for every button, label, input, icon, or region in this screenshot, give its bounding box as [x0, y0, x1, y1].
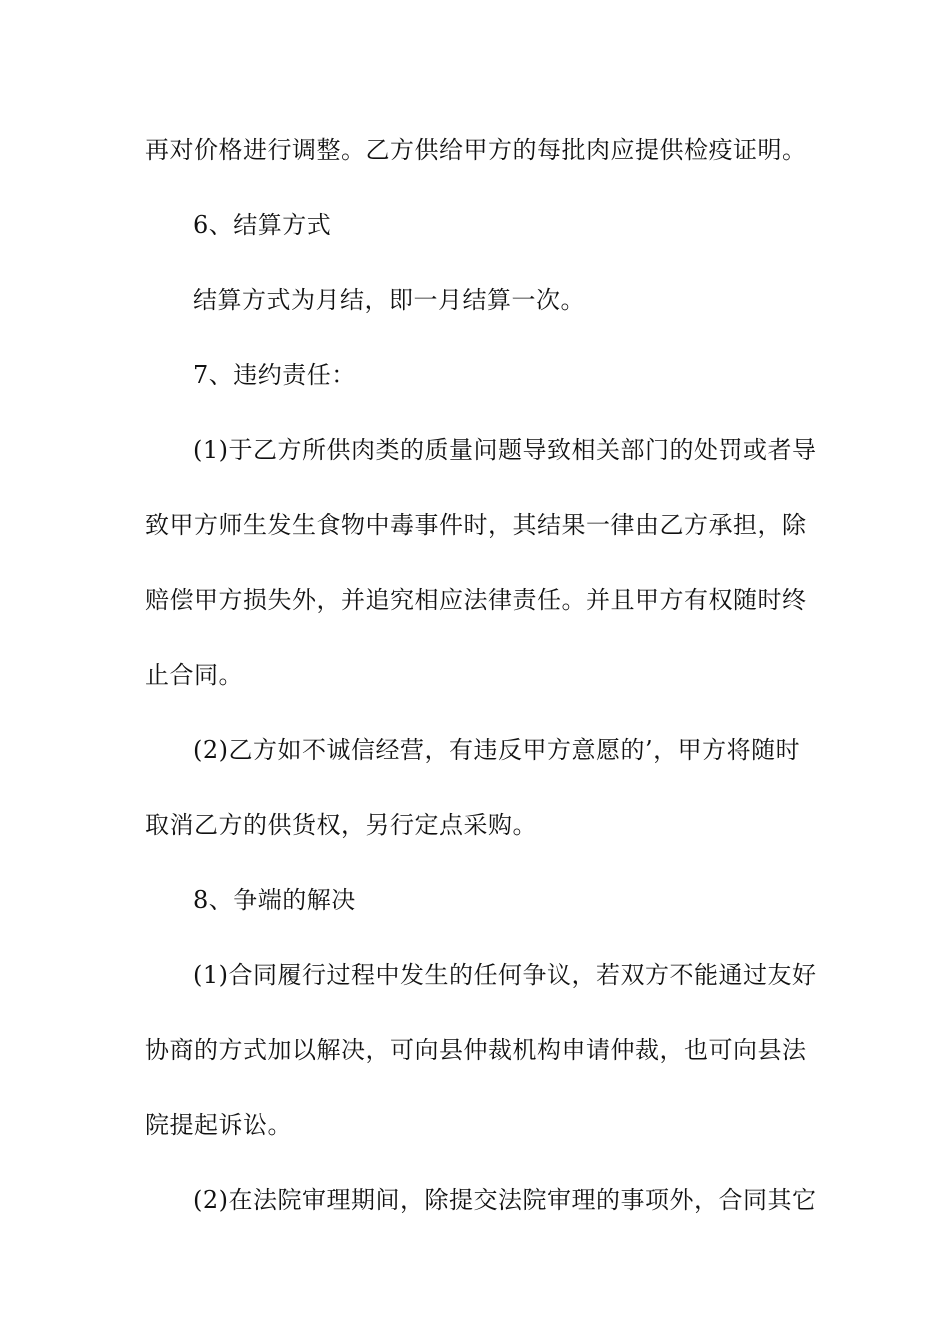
paragraph-line: (2)乙方如不诚信经营，有违反甲方意愿的’，甲方将随时: [193, 736, 801, 764]
paragraph-line: 取消乙方的供货权，另行定点采购。: [145, 811, 537, 839]
section-heading-breach: 7、违约责任：: [193, 361, 356, 389]
paragraph-line: 协商的方式加以解决，可向县仲裁机构申请仲裁，也可向县法: [145, 1036, 807, 1064]
section-heading-settlement: 6、结算方式: [193, 211, 332, 239]
paragraph-line: 赔偿甲方损失外，并追究相应法律责任。并且甲方有权随时终: [145, 586, 807, 614]
paragraph-line: 致甲方师生发生食物中毒事件时，其结果一律由乙方承担，除: [145, 511, 807, 539]
paragraph-line: 结算方式为月结，即一月结算一次。: [193, 286, 585, 314]
paragraph-line: (2)在法院审理期间，除提交法院审理的事项外，合同其它: [193, 1186, 817, 1214]
paragraph-line: 止合同。: [145, 661, 243, 689]
paragraph-line: (1)于乙方所供肉类的质量问题导致相关部门的处罚或者导: [193, 436, 817, 464]
section-heading-dispute: 8、争端的解决: [193, 886, 356, 914]
paragraph-line: 再对价格进行调整。乙方供给甲方的每批肉应提供检疫证明。: [145, 136, 807, 164]
paragraph-line: 院提起诉讼。: [145, 1111, 292, 1139]
paragraph-line: (1)合同履行过程中发生的任何争议，若双方不能通过友好: [193, 961, 817, 989]
